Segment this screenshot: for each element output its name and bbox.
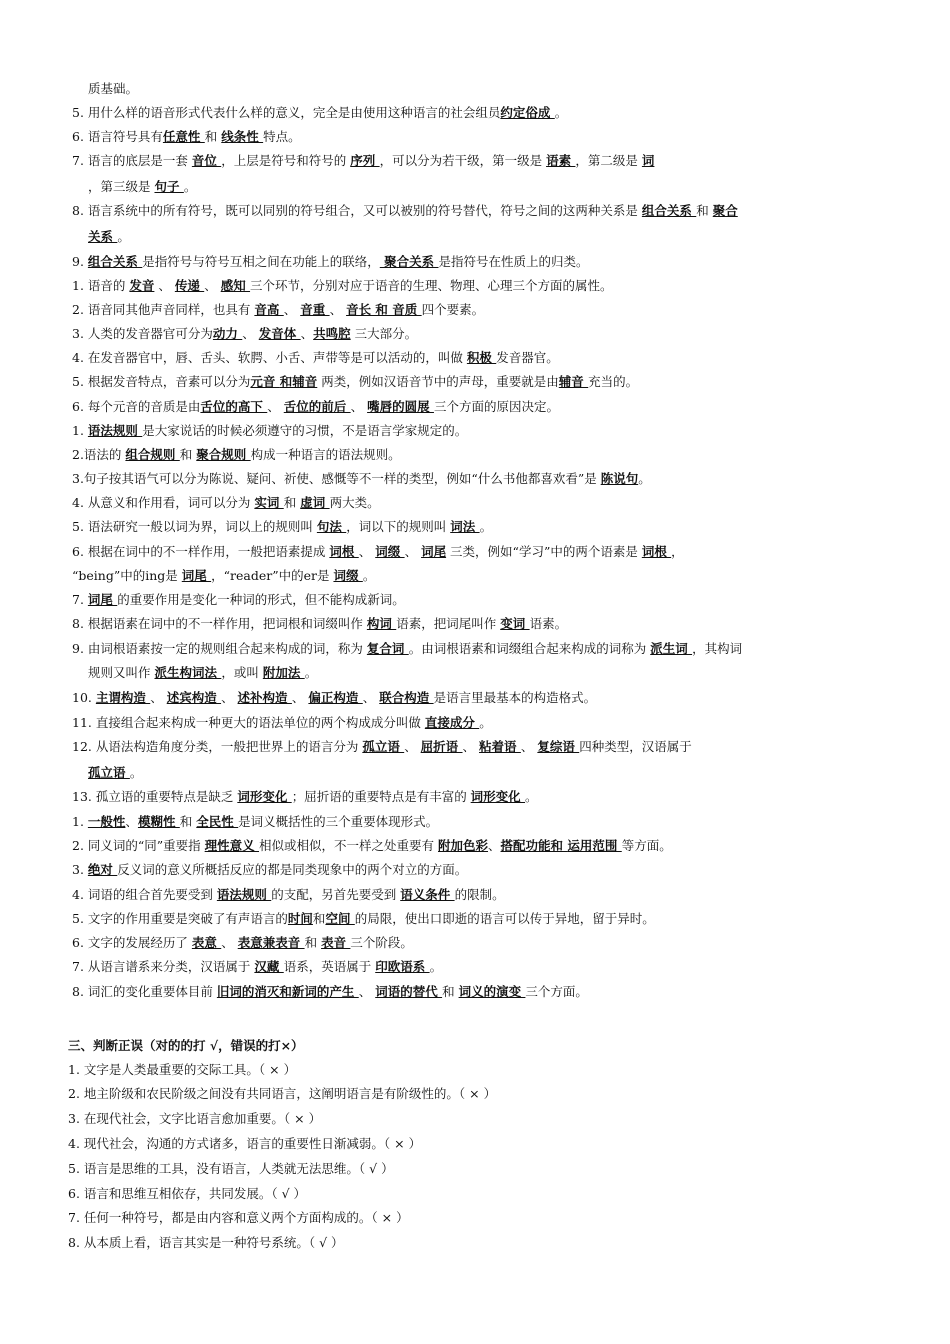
question-text: 1. 语音的 (72, 278, 130, 293)
question-text: 和 (696, 203, 713, 218)
question-text: 10. (72, 690, 96, 705)
question-text: 7. 从语言谱系来分类，汉语属于 (72, 959, 255, 974)
question-text: 、 (291, 690, 309, 705)
answer-blank: 一般性 (87, 814, 126, 829)
question-text: 、 (362, 690, 380, 705)
answer-blank: 屈折语 (420, 739, 463, 754)
question-text: 、 (150, 690, 167, 705)
question-text: 、 (221, 690, 238, 705)
question-text: 、 (267, 399, 284, 414)
question-text: 5. 语言是思维的工具，没有语言，人类就无法思维。（ √ ） (68, 1161, 394, 1176)
text-line (72, 518, 492, 536)
answer-blank: 聚合 (712, 203, 738, 218)
answer-blank: 表意兼表音 (237, 935, 305, 950)
answer-blank: 复合词 (366, 641, 409, 656)
answer-blank: 附加法 (262, 665, 305, 680)
question-text: 8. 从本质上看，语言其实是一种符号系统。（ √ ） (68, 1235, 344, 1250)
answer-blank: 舌位的前后 (283, 399, 351, 414)
text-line (68, 1061, 296, 1079)
question-text: 。 (638, 471, 651, 486)
answer-blank: 共鸣腔 (313, 326, 351, 341)
answer-blank: 线条性 (221, 129, 264, 144)
question-text: 、 (358, 544, 376, 559)
question-text: ，第二级是 (575, 153, 642, 168)
question-text: ，第三级是 (88, 179, 155, 194)
text-line (88, 764, 142, 782)
question-text: 和 (442, 984, 459, 999)
question-text: 12. 从语法构造角度分类，一般把世界上的语言分为 (72, 739, 363, 754)
question-text: 6. 语言和思维互相依存，共同发展。（ √ ） (68, 1186, 307, 1201)
text-line (72, 349, 559, 367)
answer-blank: 词法 (450, 519, 480, 534)
question-text: 规则又叫作 (88, 665, 155, 680)
answer-blank: 词 (641, 153, 655, 168)
answer-blank: 印欧语系 (375, 959, 430, 974)
answer-blank: 粘着语 (479, 739, 521, 754)
question-text: 3. 人类的发音器官可分为 (72, 326, 213, 341)
answer-blank: 搭配功能和 (500, 838, 568, 853)
question-text: 三个方面的原因决定。 (433, 399, 559, 414)
section-heading (68, 1037, 304, 1055)
question-text: 4. 现代社会，沟通的方式诸多，语言的重要性日渐减弱。（ × ） (68, 1136, 422, 1151)
answer-blank: 语素 (546, 153, 576, 168)
answer-blank: 陈说句 (600, 471, 639, 486)
answer-blank: 绝对 (87, 862, 118, 877)
question-text: 和 (179, 814, 197, 829)
text-line (72, 813, 438, 831)
question-text: 是语言里最基本的构造格式。 (433, 690, 597, 705)
question-text: 4. 从意义和作用看，词可以分为 (72, 495, 255, 510)
question-text: 、 (404, 739, 421, 754)
answer-blank: 全民性 (196, 814, 239, 829)
text-line (72, 104, 567, 122)
text-line (72, 934, 413, 952)
answer-blank: 孤立语 (88, 765, 130, 780)
question-text: 的支配，另首先要受到 (271, 887, 401, 902)
answer-blank: 感知 (220, 278, 251, 293)
question-text: 11. 直接组合起来构成一种更大的语法单位的两个构成成分叫做 (72, 715, 425, 730)
question-text: 语素。 (529, 616, 568, 631)
answer-blank: 音位 (191, 153, 222, 168)
question-text: 。 (479, 519, 493, 534)
question-text: 构成一种语言的语法规则。 (250, 447, 401, 462)
text-line (72, 301, 484, 319)
text-line (72, 373, 638, 391)
answer-blank: 词语的替代 (375, 984, 443, 999)
text-line (72, 567, 375, 585)
answer-blank: 音高 (254, 302, 284, 317)
answer-blank: 发音 (129, 278, 155, 293)
answer-blank: 虚词 (300, 495, 330, 510)
answer-blank: 任意性 (162, 129, 205, 144)
answer-blank: 词尾 (87, 592, 118, 607)
question-text: 3. (72, 862, 88, 877)
text-line (72, 494, 380, 512)
question-text: 、 (520, 739, 538, 754)
question-text: ， (671, 544, 684, 559)
question-text: ；屈折语的重要特点是有丰富的 (291, 789, 471, 804)
text-line (72, 446, 401, 464)
question-text: ，或叫 (221, 665, 263, 680)
text-line (72, 202, 738, 220)
answer-blank: 组合关系 (641, 203, 697, 218)
question-text: 9. (72, 254, 88, 269)
question-text: 三类，例如“学习”中的两个语素是 (446, 544, 642, 559)
answer-blank: 直接成分 (424, 715, 480, 730)
question-text: 5. 用什么样的语音形式代表什么样的意义，完全是由使用这种语言的社会组员 (72, 105, 501, 120)
question-text: 2. 同义词的“同”重要指 (72, 838, 205, 853)
question-text: 反义词的意义所概括反应的都是同类现象中的两个对立的方面。 (117, 862, 468, 877)
question-text: 7. (72, 592, 88, 607)
text-line (68, 1085, 496, 1103)
question-text: 三个阶段。 (350, 935, 413, 950)
answer-blank: 聚合关系 (379, 254, 439, 269)
answer-blank: 嘴唇的圆展 (367, 399, 434, 414)
answer-blank: 汉藏 (254, 959, 284, 974)
question-text: 7. 语言的底层是一套 (72, 153, 192, 168)
question-text: 三大部分。 (350, 326, 418, 341)
answer-blank: 时间 (287, 911, 313, 926)
question-text: 两大类。 (329, 495, 380, 510)
question-text: “being”中的ing是 (72, 568, 182, 583)
answer-blank: 和辅音 (279, 374, 318, 389)
question-text: 、 (488, 838, 501, 853)
question-text: 3.句子按其语气可以分为陈说、疑问、祈使、感慨等不一样的类型，例如“什么书他都喜欢看”是 (72, 471, 601, 486)
question-text: 四种类型，汉语属于 (579, 739, 692, 754)
answer-blank: 元音 (250, 374, 280, 389)
text-line (72, 738, 692, 756)
question-text: 充当的。 (588, 374, 639, 389)
answer-blank: 旧词的消灭和新词的产生 (216, 984, 359, 999)
answer-blank: 模糊性 (137, 814, 180, 829)
text-line (72, 714, 492, 732)
answer-blank: 词根 (329, 544, 359, 559)
question-text: 1. (72, 423, 88, 438)
question-text: 、 (329, 302, 347, 317)
answer-blank: 词缀 (333, 568, 363, 583)
text-line (88, 80, 138, 98)
question-text: 1. 文字是人类最重要的交际工具。（ × ） (68, 1062, 297, 1077)
question-text: 1. (72, 814, 88, 829)
question-text: 。 (362, 568, 376, 583)
text-line (72, 325, 417, 343)
answer-blank: 词尾 (181, 568, 212, 583)
question-text: ，“reader”中的er是 (211, 568, 334, 583)
answer-blank: 表音 (321, 935, 351, 950)
text-line (72, 958, 442, 976)
question-text: 。 (183, 179, 197, 194)
answer-blank: 关系 (88, 229, 118, 244)
answer-blank: 序列 (350, 153, 380, 168)
answer-blank: 运用范围 (567, 838, 622, 853)
question-text: 。 (117, 229, 130, 244)
question-text: 特点。 (263, 129, 301, 144)
question-text: ，可以分为若干级，第一级是 (379, 153, 547, 168)
answer-blank: 词形变化 (237, 789, 292, 804)
question-text: ，其构词 (692, 641, 743, 656)
answer-blank: 派生词 (650, 641, 693, 656)
question-text: 是指符号与符号互相之间在功能上的联络， (142, 254, 380, 269)
text-line (68, 1135, 421, 1153)
question-text: 4. 在发音器官中，唇、舌头、软腭、小舌、声带等是可以活动的，叫做 (72, 350, 467, 365)
question-text: 13. 孤立语的重要特点是缺乏 (72, 789, 238, 804)
question-text: 、 (462, 739, 480, 754)
answer-blank: 聚合规则 (196, 447, 251, 462)
answer-blank: 实词 (254, 495, 284, 510)
answer-blank: 传递 (174, 278, 205, 293)
question-text: 是词义概括性的三个重要体现形式。 (238, 814, 439, 829)
question-text: 、 (404, 544, 422, 559)
text-line (72, 861, 467, 879)
answer-blank: 构词 (366, 616, 397, 631)
question-text: 等方面。 (621, 838, 672, 853)
question-text: ，上层是符号和符号的 (221, 153, 351, 168)
answer-blank: 联合构造 (379, 690, 434, 705)
answer-blank: 语法规则 (87, 423, 143, 438)
text-line (68, 1185, 306, 1203)
answer-blank: 舌位的高下 (200, 399, 268, 414)
question-text: 、 (221, 935, 238, 950)
answer-blank: 句法 (316, 519, 347, 534)
question-text: ，词以下的规则叫 (346, 519, 451, 534)
question-text: 和 (312, 911, 326, 926)
answer-blank: 理性意义 (204, 838, 260, 853)
answer-blank: 辅音 (558, 374, 589, 389)
answer-blank: 述宾构造 (166, 690, 222, 705)
question-text: 6. 文字的发展经历了 (72, 935, 192, 950)
text-line (88, 228, 130, 246)
text-line (72, 591, 405, 609)
text-line (72, 128, 301, 146)
question-text: 8. 语言系统中的所有符号，既可以同别的符号组合，又可以被别的符号替代，符号之间的这两种关系是 (72, 203, 642, 218)
text-line (72, 910, 655, 928)
answer-blank: 变词 (500, 616, 530, 631)
text-line (72, 543, 684, 561)
text-line (72, 788, 538, 806)
question-text: 5. 根据发音特点，音素可以分为 (72, 374, 251, 389)
question-text: 三个环节，分别对应于语音的生理、物理、心理三个方面的属性。 (250, 278, 613, 293)
question-text: 5. 语法研究一般以词为界，词以上的规则叫 (72, 519, 317, 534)
answer-blank: 述补构造 (237, 690, 292, 705)
question-text: 6. 根据在词中的不一样作用，一般把语素提成 (72, 544, 330, 559)
text-line (72, 837, 672, 855)
question-text: 的局限，使出口即逝的语言可以传于异地，留于异时。 (354, 911, 655, 926)
question-text: 5. 文字的作用重要是突破了有声语言的 (72, 911, 288, 926)
question-text: 2. 语音同其他声音同样，也具有 (72, 302, 255, 317)
question-text: 的重要作用是变化一种词的形式，但不能构成新词。 (117, 592, 405, 607)
question-text: 、 (125, 814, 138, 829)
question-text: 是指符号在性质上的归类。 (438, 254, 589, 269)
answer-blank: 音重 (300, 302, 330, 317)
question-text: 是大家说话的时候必须遵守的习惯，不是语言学家规定的。 (142, 423, 468, 438)
answer-blank: 复综语 (537, 739, 580, 754)
answer-blank: 词形变化 (470, 789, 526, 804)
answer-blank: 组合关系 (87, 254, 143, 269)
answer-blank: 组合规则 (125, 447, 180, 462)
question-text: 。由词根语素和词缀组合起来构成的词称为 (408, 641, 651, 656)
question-text: 。 (304, 665, 318, 680)
text-line (68, 1160, 394, 1178)
text-line (72, 615, 567, 633)
question-text: 、 (242, 326, 259, 341)
text-line (68, 1209, 409, 1227)
question-text: 。 (525, 789, 538, 804)
text-line (68, 1234, 344, 1252)
answer-blank: 主谓构造 (95, 690, 151, 705)
question-text: 、 (154, 278, 175, 293)
question-text: 相似或相似，不一样之处重要有 (259, 838, 438, 853)
question-text: 、 (300, 326, 314, 341)
question-text: 。 (554, 105, 568, 120)
question-text: 。 (479, 715, 492, 730)
question-text: 语素，把词尾叫作 (396, 616, 501, 631)
question-text: 、 (283, 302, 301, 317)
text-line (72, 886, 505, 904)
question-text: 和 (304, 935, 322, 950)
answer-blank: 派生构词法 (154, 665, 222, 680)
question-text: 6. 每个元音的音质是由 (72, 399, 201, 414)
text-line (88, 664, 317, 682)
answer-blank: 偏正构造 (308, 690, 363, 705)
answer-blank: 附加色彩 (438, 838, 489, 853)
answer-blank: 词尾 (421, 544, 447, 559)
question-text: 语系，英语属于 (283, 959, 376, 974)
text-line (72, 398, 559, 416)
question-text: 6. 语言符号具有 (72, 129, 163, 144)
question-text: 的限制。 (454, 887, 505, 902)
question-text: 和 (283, 495, 301, 510)
answer-blank: 语义条件 (400, 887, 455, 902)
answer-blank: 约定俗成 (500, 105, 555, 120)
question-text: 7. 任何一种符号，都是由内容和意义两个方面构成的。（ × ） (68, 1210, 409, 1225)
answer-blank: 孤立语 (362, 739, 405, 754)
answer-blank: 音长 和 音质 (346, 302, 422, 317)
question-text: 两类，例如汉语音节中的声母，重要就是由 (317, 374, 559, 389)
question-text: 发音器官。 (496, 350, 559, 365)
answer-blank: 表意 (191, 935, 222, 950)
answer-blank: 语法规则 (216, 887, 272, 902)
question-text: 4. 词语的组合首先要受到 (72, 887, 217, 902)
text-line (72, 640, 742, 658)
question-text: 2.语法的 (72, 447, 126, 462)
question-text: 质基础。 (88, 81, 139, 96)
question-text: 、 (350, 399, 368, 414)
text-line (72, 253, 589, 271)
question-text: 3. 在现代社会，文字比语言愈加重要。（ × ） (68, 1111, 322, 1126)
question-text: 8. 词汇的变化重要体目前 (72, 984, 217, 999)
question-text: 和 (204, 129, 222, 144)
text-line (88, 178, 196, 196)
text-line (72, 422, 467, 440)
question-text: 三个方面。 (525, 984, 588, 999)
text-line (68, 1110, 321, 1128)
answer-blank: 动力 (212, 326, 243, 341)
text-line (72, 689, 596, 707)
question-text: 和 (179, 447, 197, 462)
question-text: 。 (429, 959, 443, 974)
answer-blank: 词根 (641, 544, 672, 559)
answer-blank: 积极 (466, 350, 497, 365)
answer-blank: 词缀 (375, 544, 405, 559)
question-text: 四个要素。 (421, 302, 485, 317)
text-line (72, 470, 651, 488)
question-text: 、 (204, 278, 221, 293)
question-text: 8. 根据语素在词中的不一样作用，把词根和词缀叫作 (72, 616, 367, 631)
answer-blank: 词义的演变 (458, 984, 526, 999)
text-line (72, 277, 613, 295)
question-text: 。 (129, 765, 143, 780)
answer-blank: 空间 (325, 911, 355, 926)
text-line (72, 152, 654, 170)
question-text: 、 (358, 984, 376, 999)
answer-blank: 发音体 (258, 326, 301, 341)
question-text: 2. 地主阶级和农民阶级之间没有共同语言，这阐明语言是有阶级性的。（ × ） (68, 1086, 497, 1101)
text-line (72, 983, 588, 1001)
answer-blank: 句子 (154, 179, 184, 194)
question-text: 9. 由词根语素按一定的规则组合起来构成的词，称为 (72, 641, 367, 656)
section-title: 三、判断正误（对的的打 √，错误的打×） (68, 1038, 304, 1053)
